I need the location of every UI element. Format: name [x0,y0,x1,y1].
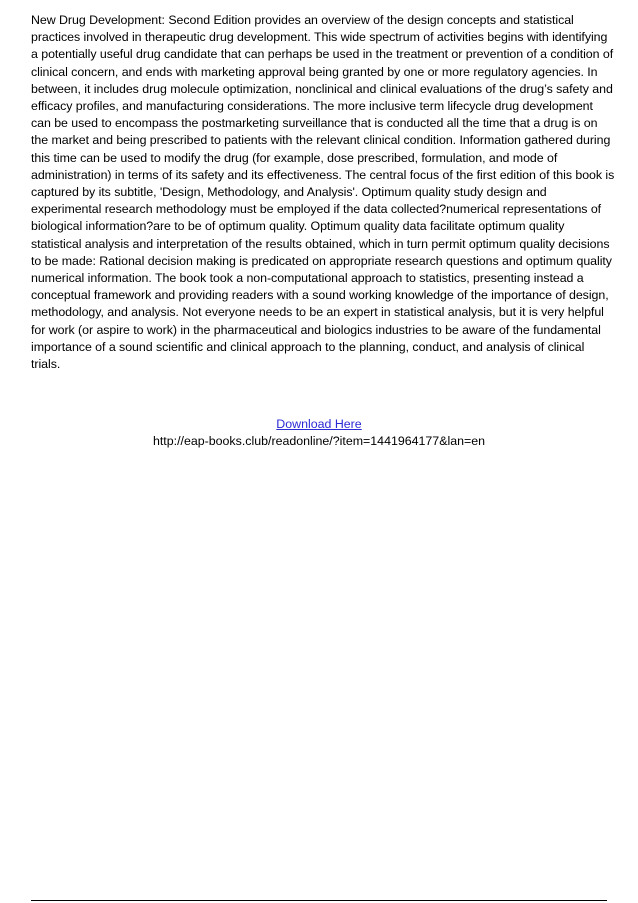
download-here-link[interactable]: Download Here [276,417,362,431]
download-section [0,416,638,450]
footer-divider [31,900,607,901]
download-url-text: http://eap-books.club/readonline/?item=1441964177&lan=en [152,434,486,449]
book-description: New Drug Development: Second Edition provides an overview of the design concepts and statistical practices involved in therapeutic drug development. This wide spectrum of activities begins with identifying a potentially useful drug candidate that can perhaps be used in the treatment or prevention of a condition of clinical concern, and ends with marketing approval being granted by one or more regulatory agencies. In between, it includes drug molecule optimization, nonclinical and clinical evaluations of the drug’s safety and efficacy profiles, and manufacturing considerations. The more inclusive term lifecycle drug development can be used to encompass the postmarketing surveillance that is conducted all the time that a drug is on the market and being prescribed to patients with the relevant clinical condition. Information gathered during this time can be used to modify the drug (for example, dose prescribed, formulation, and mode of administration) in terms of its safety and its effectiveness. The central focus of the first edition of this book is captured by its subtitle, 'Design, Methodology, and Analysis'. Optimum quality study design and experimental research methodology must be employed if the data collected?numerical representations of biological information?are to be of optimum quality. Optimum quality data facilitate optimum quality statistical analysis and interpretation of the results obtained, which in turn permit optimum quality decisions to be made: Rational decision making is predicated on appropriate research questions and optimum quality numerical information. The book took a non-computational approach to statistics, presenting instead a conceptual framework and providing readers with a sound working knowledge of the importance of design, methodology, and analysis. Not everyone needs to be an expert in statistical analysis, but it is very helpful for work (or aspire to work) in the pharmaceutical and biologics industries to be aware of the fundamental importance of a sound scientific and clinical approach to the planning, conduct, and analysis of clinical trials. [31,13,615,372]
